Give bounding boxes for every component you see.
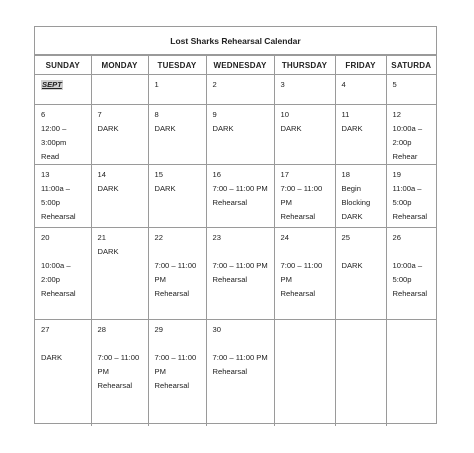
week-row (35, 320, 436, 426)
day-cell-content (149, 105, 206, 136)
day-number: 19 (392, 170, 401, 179)
event-text: PM (280, 275, 292, 284)
week-row (35, 228, 436, 320)
day-cell (91, 75, 148, 105)
week-row (35, 75, 436, 105)
day-cell-content (92, 165, 148, 196)
event-text (342, 245, 383, 259)
day-cell (148, 105, 206, 165)
week-row (35, 105, 436, 165)
day-cell (91, 165, 148, 228)
day-cell-content (149, 165, 206, 196)
event-text: Read (41, 152, 60, 161)
event-text: Rehearsal (212, 275, 248, 284)
day-cell-content (336, 320, 386, 323)
day-number: 23 (212, 233, 221, 242)
day-cell (148, 75, 206, 105)
event-text: Begin (341, 184, 361, 193)
day-cell (148, 228, 206, 320)
day-number: 5 (392, 80, 397, 89)
day-number: 20 (41, 233, 50, 242)
day-cell (274, 165, 335, 228)
day-number: 1 (154, 80, 159, 89)
day-cell-content (387, 228, 437, 301)
event-text: 7:00 – 11:00 (154, 261, 197, 270)
event-text: DARK (280, 124, 302, 133)
day-cell-content (149, 320, 206, 393)
calendar-grid (35, 55, 436, 426)
event-text: DARK (341, 261, 363, 270)
event-text: DARK (97, 247, 119, 256)
event-text: 5:00p (392, 198, 412, 207)
day-number: 13 (41, 170, 50, 179)
day-cell-content (336, 228, 386, 273)
day-cell-content (387, 105, 437, 164)
event-text: Rehearsal (41, 212, 76, 221)
day-cell (335, 105, 386, 165)
calendar-title: Lost Sharks Rehearsal Calendar (35, 27, 436, 55)
event-text: PM (280, 198, 292, 207)
event-text: 7:00 – 11:00 (97, 353, 140, 362)
day-number: 16 (212, 170, 221, 179)
event-text: PM (154, 367, 166, 376)
event-text: DARK (212, 124, 234, 133)
day-cell-content (275, 105, 335, 136)
event-text: DARK (97, 124, 119, 133)
day-cell (35, 105, 91, 165)
event-text (155, 245, 203, 259)
event-text: 10:00a – (41, 261, 71, 270)
day-cell (274, 105, 335, 165)
day-number: 3 (280, 80, 285, 89)
event-text: 7:00 – 11:00 (280, 184, 323, 193)
event-text: Rehearsal (212, 198, 248, 207)
day-cell-content (275, 165, 335, 224)
rehearsal-calendar (34, 26, 437, 424)
event-text: DARK (97, 184, 119, 193)
event-text: 5:00p (392, 275, 412, 284)
event-text: 7:00 – 11:00 PM (212, 184, 268, 193)
event-text: PM (97, 367, 109, 376)
day-number: 7 (97, 110, 102, 119)
day-cell (91, 105, 148, 165)
event-text: 2:00p (41, 275, 61, 284)
event-text: DARK (341, 212, 363, 221)
day-cell (206, 105, 274, 165)
event-text: DARK (154, 184, 176, 193)
event-text (281, 245, 332, 259)
day-cell-content (149, 75, 206, 92)
event-text (213, 337, 271, 351)
weekday-header: SATURDA (386, 56, 436, 75)
day-cell-content (387, 75, 437, 92)
day-cell (35, 320, 91, 426)
day-cell (148, 165, 206, 228)
day-cell-content (35, 165, 91, 224)
event-text: Rehearsal (280, 212, 316, 221)
event-text (213, 245, 271, 259)
weekday-header: WEDNESDAY (206, 56, 274, 75)
day-cell-content (92, 320, 148, 393)
day-cell-content (207, 105, 274, 136)
day-number: 27 (41, 325, 50, 334)
day-cell-content (275, 75, 335, 92)
day-cell (206, 165, 274, 228)
event-text: 2:00p (392, 138, 412, 147)
day-cell-content (35, 228, 91, 301)
day-cell-content (92, 75, 148, 78)
day-number: 24 (280, 233, 289, 242)
day-cell-content (336, 165, 386, 224)
event-text: Rehearsal (154, 381, 190, 390)
day-cell-content (207, 75, 274, 92)
day-cell-content (35, 75, 91, 92)
event-text: 11:00a – (392, 184, 422, 193)
day-number: 8 (154, 110, 159, 119)
day-number: 14 (97, 170, 106, 179)
week-row (35, 165, 436, 228)
event-text: 3:00pm (41, 138, 67, 147)
day-number: 10 (280, 110, 289, 119)
day-cell-content (35, 105, 91, 164)
day-number: 6 (41, 110, 46, 119)
day-number: 22 (154, 233, 163, 242)
day-cell (386, 105, 436, 165)
event-text: Rehearsal (41, 289, 76, 298)
day-cell-content (387, 165, 437, 224)
day-cell-content (336, 105, 386, 136)
event-text: 10:00a – (392, 261, 423, 270)
event-text: Rehear (392, 152, 418, 161)
day-cell (206, 228, 274, 320)
day-cell-content (275, 228, 335, 301)
event-text: 7:00 – 11:00 PM (212, 261, 268, 270)
day-cell-content (92, 228, 148, 259)
event-text: PM (154, 275, 166, 284)
day-number: 25 (341, 233, 350, 242)
weekday-header: FRIDAY (335, 56, 386, 75)
weekday-header: THURSDAY (274, 56, 335, 75)
event-text: Rehearsal (392, 212, 428, 221)
event-text (393, 245, 434, 259)
weekday-header: TUESDAY (148, 56, 206, 75)
day-cell (386, 228, 436, 320)
day-cell (386, 320, 436, 426)
day-cell (274, 228, 335, 320)
day-number: 26 (392, 233, 401, 242)
day-cell (335, 320, 386, 426)
day-cell-content (207, 165, 274, 210)
day-cell (386, 75, 436, 105)
day-number: 15 (154, 170, 163, 179)
event-text: Rehearsal (280, 289, 316, 298)
event-text: DARK (41, 353, 63, 362)
day-cell (386, 165, 436, 228)
day-cell (91, 320, 148, 426)
day-number: 28 (97, 325, 106, 334)
day-cell-content (336, 75, 386, 92)
day-cell-content (275, 320, 335, 323)
event-text: Rehearsal (392, 289, 428, 298)
event-text: 12:00 – (41, 124, 67, 133)
event-text: Rehearsal (212, 367, 248, 376)
event-text: Blocking (341, 198, 371, 207)
event-text (41, 245, 88, 259)
day-cell-content (207, 228, 274, 287)
event-text: 7:00 – 11:00 (280, 261, 323, 270)
day-cell-content (35, 320, 91, 365)
day-cell-content (149, 228, 206, 301)
day-cell-content (207, 320, 274, 379)
day-number: 17 (280, 170, 289, 179)
event-text: 5:00p (41, 198, 61, 207)
event-text: DARK (154, 124, 176, 133)
day-cell-content (92, 105, 148, 136)
day-cell (335, 228, 386, 320)
day-number: 4 (341, 80, 346, 89)
event-text: 11:00a – (41, 184, 70, 193)
day-number: 21 (97, 233, 106, 242)
day-cell-content (387, 320, 437, 323)
weekday-header: SUNDAY (35, 56, 91, 75)
day-number: 2 (212, 80, 217, 89)
day-cell (274, 75, 335, 105)
event-text: 7:00 – 11:00 (154, 353, 197, 362)
month-label: SEPT (42, 80, 62, 89)
day-number: 18 (341, 170, 350, 179)
day-number: 9 (212, 110, 217, 119)
day-cell (91, 228, 148, 320)
event-text (41, 337, 88, 351)
event-text (155, 337, 203, 351)
event-text: 7:00 – 11:00 PM (212, 353, 268, 362)
day-number: 30 (212, 325, 221, 334)
day-cell (206, 320, 274, 426)
event-text: 10:00a – (392, 124, 423, 133)
event-text: Rehearsal (154, 289, 190, 298)
day-cell (206, 75, 274, 105)
event-text (98, 337, 145, 351)
day-cell (335, 75, 386, 105)
day-number: 12 (392, 110, 401, 119)
day-cell (35, 75, 91, 105)
event-text: DARK (341, 124, 363, 133)
day-cell (35, 165, 91, 228)
weekday-header: MONDAY (91, 56, 148, 75)
day-number: 29 (154, 325, 163, 334)
day-cell (335, 165, 386, 228)
event-text: Rehearsal (97, 381, 133, 390)
day-number: 11 (341, 110, 350, 119)
day-cell (148, 320, 206, 426)
day-cell (274, 320, 335, 426)
weekday-header-row (35, 56, 436, 75)
day-cell (35, 228, 91, 320)
